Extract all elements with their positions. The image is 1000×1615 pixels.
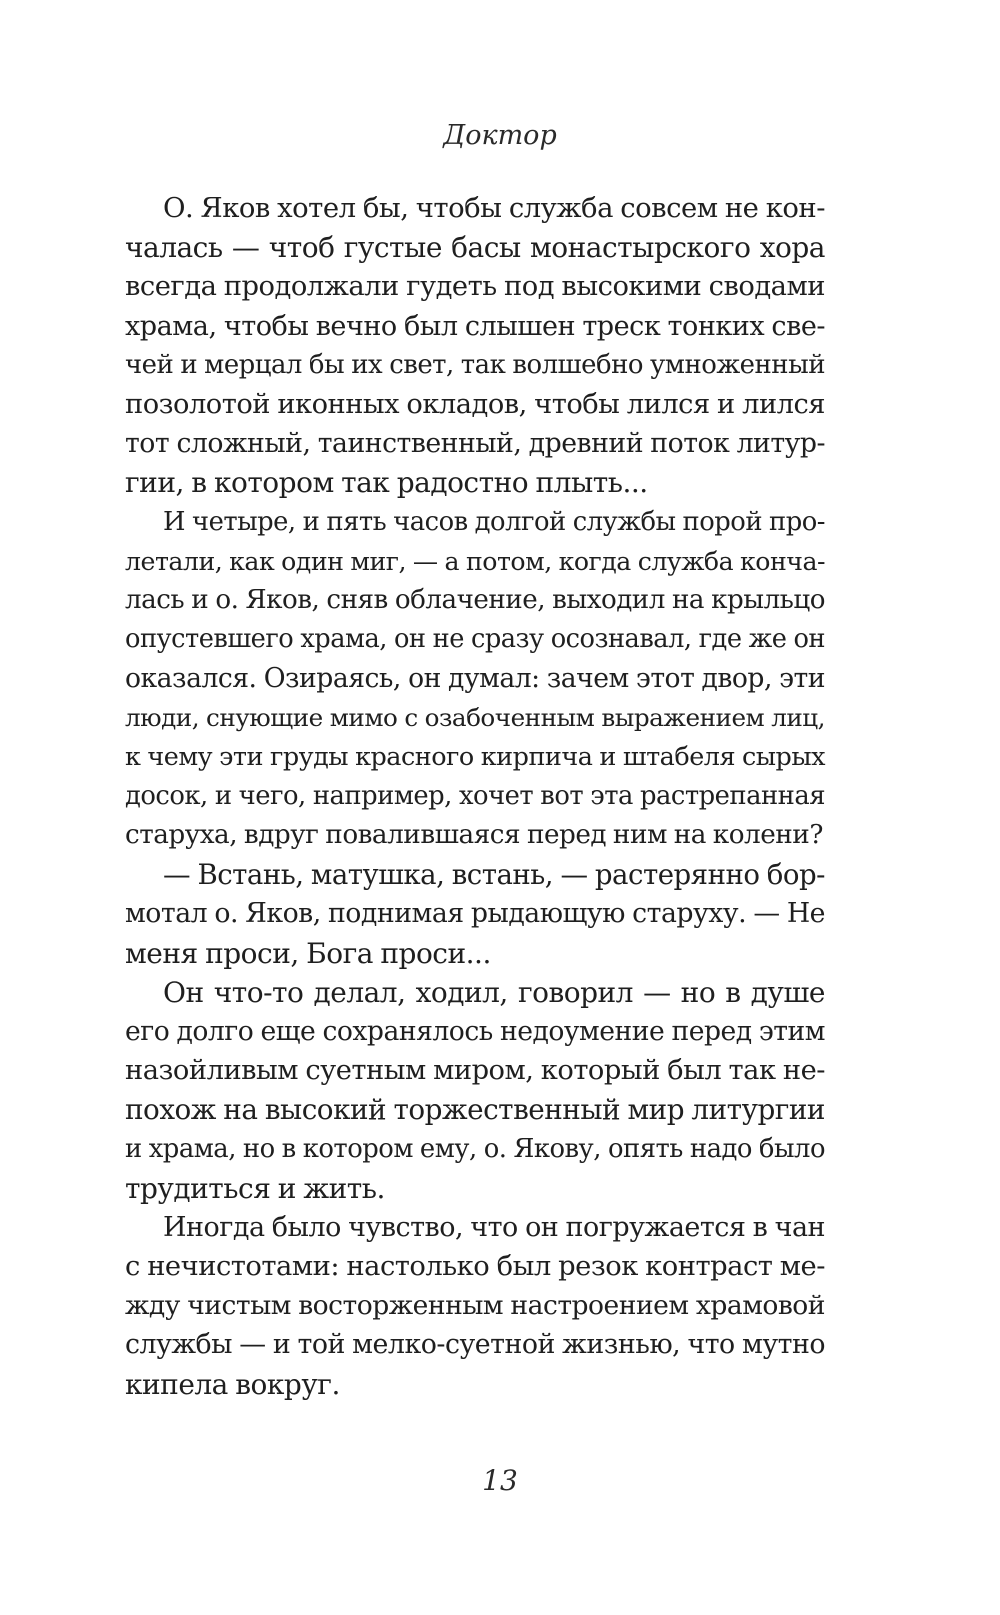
text-line: всегда продолжали гудеть под высокими сводами	[125, 271, 825, 303]
text-line: люди, снующие мимо с озабоченным выражением лиц,	[125, 703, 825, 733]
text-line: меня проси, Бога проси...	[125, 936, 491, 970]
text-line: похож на высокий торжественный мир литургии	[125, 1093, 825, 1127]
running-head: Доктор	[443, 120, 557, 151]
text-line: Он что-то делал, ходил, говорил — но в душе	[163, 975, 825, 1009]
text-line: досок, и чего, например, хочет вот эта растрепанная	[125, 780, 825, 811]
text-line: его долго еще сохранялось недоумение перед этим	[125, 1015, 825, 1047]
text-line: гии, в котором так радостно плыть...	[125, 466, 648, 500]
text-line: лась и о. Яков, сняв облачение, выходил на крыльцо	[125, 584, 825, 615]
text-line: мотал о. Яков, поднимая рыдающую старуху. — Не	[125, 898, 825, 930]
text-line: трудиться и жить.	[125, 1171, 385, 1205]
text-line: и храма, но в котором ему, о. Якову, опять надо было	[125, 1133, 825, 1164]
text-line: тот сложный, таинственный, древний поток литур-	[125, 428, 825, 460]
text-line: летали, как один миг, — а потом, когда служба конча-	[125, 546, 825, 576]
page-number: 13	[482, 1464, 518, 1497]
text-line: к чему эти груды красного кирпича и штабеля сырых	[125, 741, 825, 772]
text-line: Иногда было чувство, что он погружается в чан	[163, 1211, 825, 1243]
text-line: жду чистым восторженным настроением храмовой	[125, 1290, 825, 1322]
text-line: О. Яков хотел бы, чтобы служба совсем не кон-	[163, 193, 825, 224]
text-line: опустевшего храма, он не сразу осознавал, где же он	[125, 624, 825, 655]
text-line: — Встань, матушка, встань, — растерянно бор-	[163, 858, 825, 892]
text-line: старуха, вдруг повалившаяся перед ним на колени?	[125, 820, 823, 850]
text-line: И четыре, и пять часов долгой службы порой про-	[163, 506, 825, 537]
text-line: с нечистотами: настолько был резок контраст ме-	[125, 1251, 825, 1283]
text-line: оказался. Озираясь, он думал: зачем этот двор, эти	[125, 663, 825, 695]
text-line: чалась — чтоб густые басы монастырского хора	[125, 231, 825, 265]
text-line: назойливым суетным миром, который был так не-	[125, 1055, 825, 1087]
text-line: храма, чтобы вечно был слышен треск тонких све-	[125, 310, 825, 342]
text-line: службы — и той мелко-суетной жизнью, что мутно	[125, 1329, 825, 1361]
body-text	[125, 189, 825, 1404]
text-line: кипела вокруг.	[125, 1367, 340, 1401]
text-line: чей и мерцал бы их свет, так волшебно умноженный	[125, 349, 825, 380]
text-line: позолотой иконных окладов, чтобы лился и лился	[125, 388, 825, 420]
